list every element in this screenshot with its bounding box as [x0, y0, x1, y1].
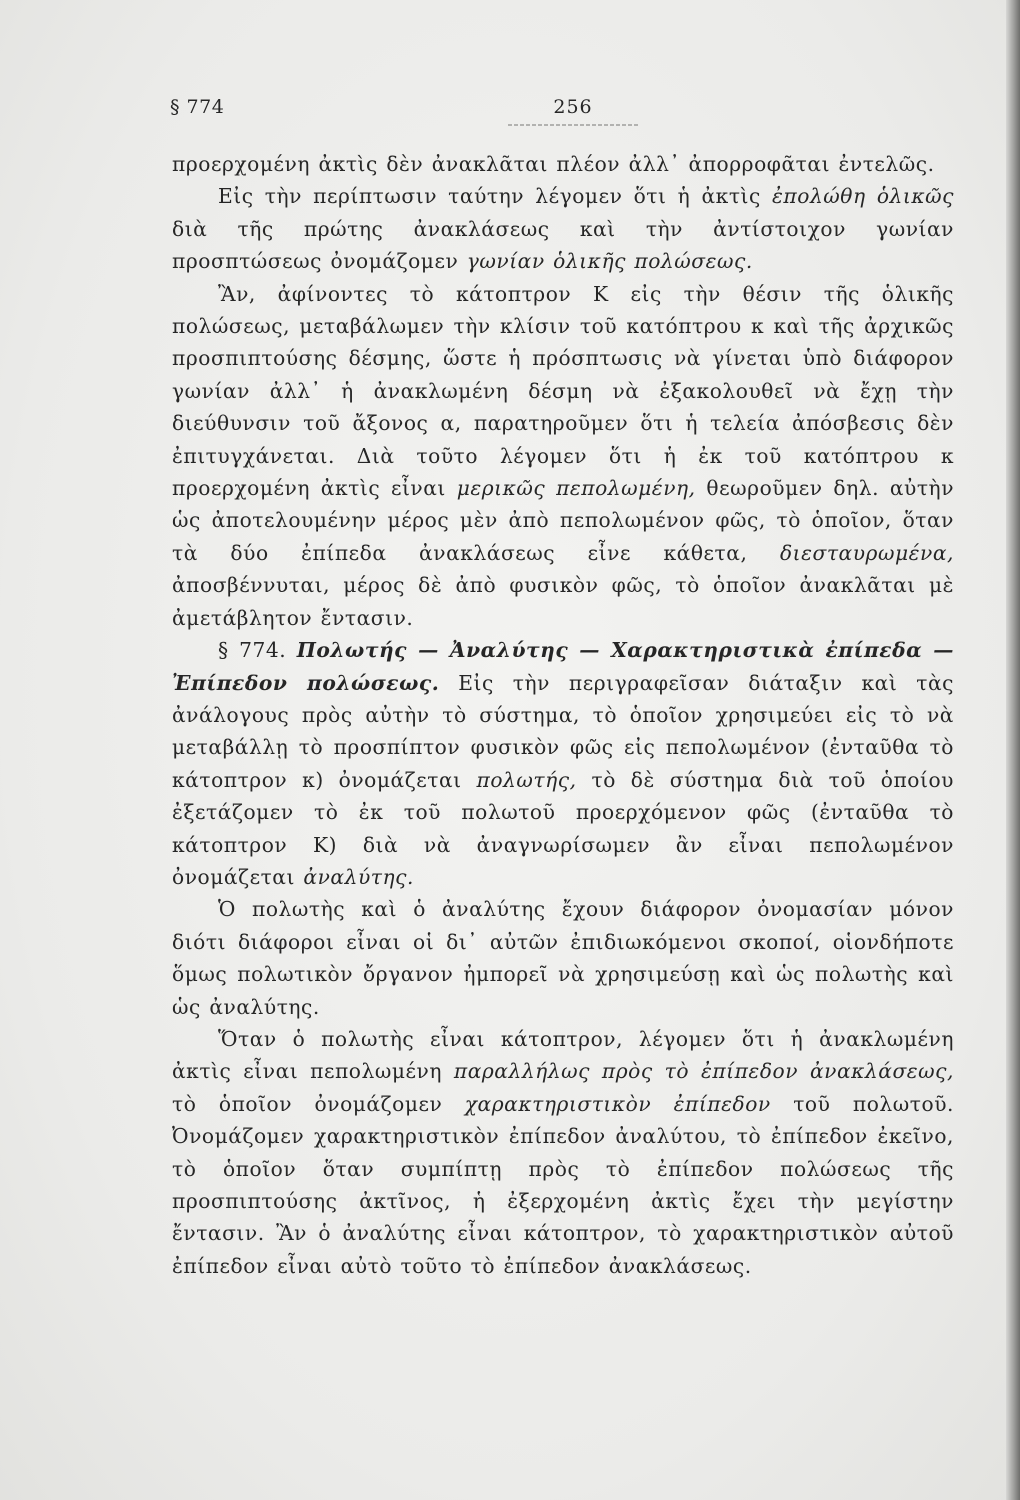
page-number: 256 [553, 96, 593, 118]
italic-term: χαρακτηριστικὸν ἐπίπεδον [464, 1091, 771, 1116]
paragraph-3: Ἂν, ἀφίνοντες τὸ κάτοπτρον Κ εἰς τὴν θέσιν τῆς ὁλικῆς πολώσεως, μεταβάλωμεν τὴν κλίσιν τοῦ κατόπτρου κ καὶ τῆς ἀρχικῶς προσπιπτούσης δέσμης, ὥστε ἡ πρόσπτωσις νὰ γίνεται ὑπὸ διάφορον γωνίαν ἀλλ᾽ ἡ ἀνακλωμένη δέσμη νὰ ἐξακολουθεῖ νὰ ἔχῃ τὴν διεύθυνσιν τοῦ ἄξονος α, παρατηροῦμεν ὅτι ἡ τελεία ἀπόσβεσις δὲν ἐπιτυγχάνεται. Διὰ τοῦτο λέγομεν ὅτι ἡ ἐκ τοῦ κατόπτρου κ προερχομένη ἀκτὶς εἶναι μερικῶς πεπολωμένη, θεωροῦμεν δηλ. αὐτὴν ὡς ἀποτελουμένην μέρος μὲν ἀπὸ πεπολωμένον φῶς, τὸ ὁποῖον, ὅταν τὰ δύο ἐπίπεδα ἀνακλάσεως εἶνε κάθετα, διεσταυρωμένα, ἀποσβέννυται, μέρος δὲ ἀπὸ φυσικὸν φῶς, τὸ ὁποῖον ἀνακλᾶται μὲ ἀμετάβλητον ἔντασιν. [172, 281, 955, 630]
section-heading: Πολωτής — Ἀναλύτης — Χαρακτηριστικὰ ἐπίπεδα — Ἐπίπεδον πολώσεως. [172, 638, 954, 695]
body-text [172, 148, 954, 1282]
italic-term: διεσταυρωμένα, [779, 540, 954, 565]
paragraph-2: Εἰς τὴν περίπτωσιν ταύτην λέγομεν ὅτι ἡ ἀκτὶς ἐπολώθη ὁλικῶς διὰ τῆς πρώτης ἀνακλάσεως καὶ τὴν ἀντίστοιχον γωνίαν προσπτώσεως ὀνομάζομεν γωνίαν ὁλικῆς πολώσεως. [172, 184, 954, 274]
paragraph-1: προερχομένη ἀκτὶς δὲν ἀνακλᾶται πλέον ἀλλ᾽ ἀπορροφᾶται ἐντελῶς. [172, 152, 935, 176]
page-number-underline [508, 124, 638, 126]
italic-term: παραλλήλως πρὸς τὸ ἐπίπεδον ἀνακλάσεως, [453, 1059, 954, 1084]
paragraph-6: Ὅταν ὁ πολωτὴς εἶναι κάτοπτρον, λέγομεν ὅτι ἡ ἀνακλωμένη ἀκτὶς εἶναι πεπολωμένη παραλλήλως πρὸς τὸ ἐπίπεδον ἀνακλάσεως, τὸ ὁποῖον ὀνομάζομεν χαρακτηριστικὸν ἐπίπεδον τοῦ πολωτοῦ. Ὀνομάζομεν χαρακτηριστικὸν ἐπίπεδον ἀναλύτου, τὸ ἐπίπεδον ἐκεῖνο, τὸ ὁποῖον ὅταν συμπίπτῃ πρὸς τὸ ἐπίπεδον πολώσεως τῆς προσπιπτούσης ἀκτῖνος, ἡ ἐξερχομένη ἀκτὶς ἔχει τὴν μεγίστην ἔντασιν. Ἂν ὁ ἀναλύτης εἶναι κάτοπτρον, τὸ χαρακτηριστικὸν αὐτοῦ ἐπίπεδον εἶναι αὐτὸ τοῦτο τὸ ἐπίπεδον ἀνακλάσεως. [172, 1026, 954, 1278]
italic-term: μερικῶς πεπολωμένη, [456, 476, 696, 501]
page-header [170, 96, 960, 130]
section-774-paragraph: § 774. Πολωτής — Ἀναλύτης — Χαρακτηριστικὰ ἐπίπεδα — Ἐπίπεδον πολώσεως. Εἰς τὴν περιγραφεῖσαν διάταξιν καὶ τὰς ἀνάλογους πρὸς αὐτὴν τὸ σύστημα, τὸ ὁποῖον χρησιμεύει εἰς τὸ νὰ μεταβάλλῃ τὸ προσπίπτον φυσικὸν φῶς εἰς πεπολωμένον (ἐνταῦθα τὸ κάτοπτρον κ) ὀνομάζεται πολωτής, τὸ δὲ σύστημα διὰ τοῦ ὁποίου ἐξετάζομεν τὸ ἐκ τοῦ πολωτοῦ προερχόμενον φῶς (ἐνταῦθα τὸ κάτοπτρον Κ) διὰ νὰ ἀναγνωρίσωμεν ἂν εἶναι πεπολωμένον ὀνομάζεται ἀναλύτης. [172, 638, 954, 889]
italic-term: πολωτής, [476, 767, 577, 792]
paragraph-5: Ὁ πολωτὴς καὶ ὁ ἀναλύτης ἔχουν διάφορον ὀνομασίαν μόνον διότι διάφοροι εἶναι οἱ δι᾽ αὐτῶν ἐπιδιωκόμενοι σκοποί, οἱονδήποτε ὅμως πολωτικὸν ὄργανον ἠμπορεῖ νὰ χρησιμεύσῃ καὶ ὡς πολωτὴς καὶ ὡς ἀναλύτης. [172, 897, 954, 1019]
italic-term: γωνίαν ὁλικῆς πολώσεως. [466, 249, 753, 274]
italic-term: ἀναλύτης. [303, 864, 414, 889]
page-edge-shadow [1006, 0, 1020, 1500]
italic-term: ἐπολώθη ὁλικῶς [772, 184, 954, 209]
section-number: § 774 [170, 96, 225, 118]
